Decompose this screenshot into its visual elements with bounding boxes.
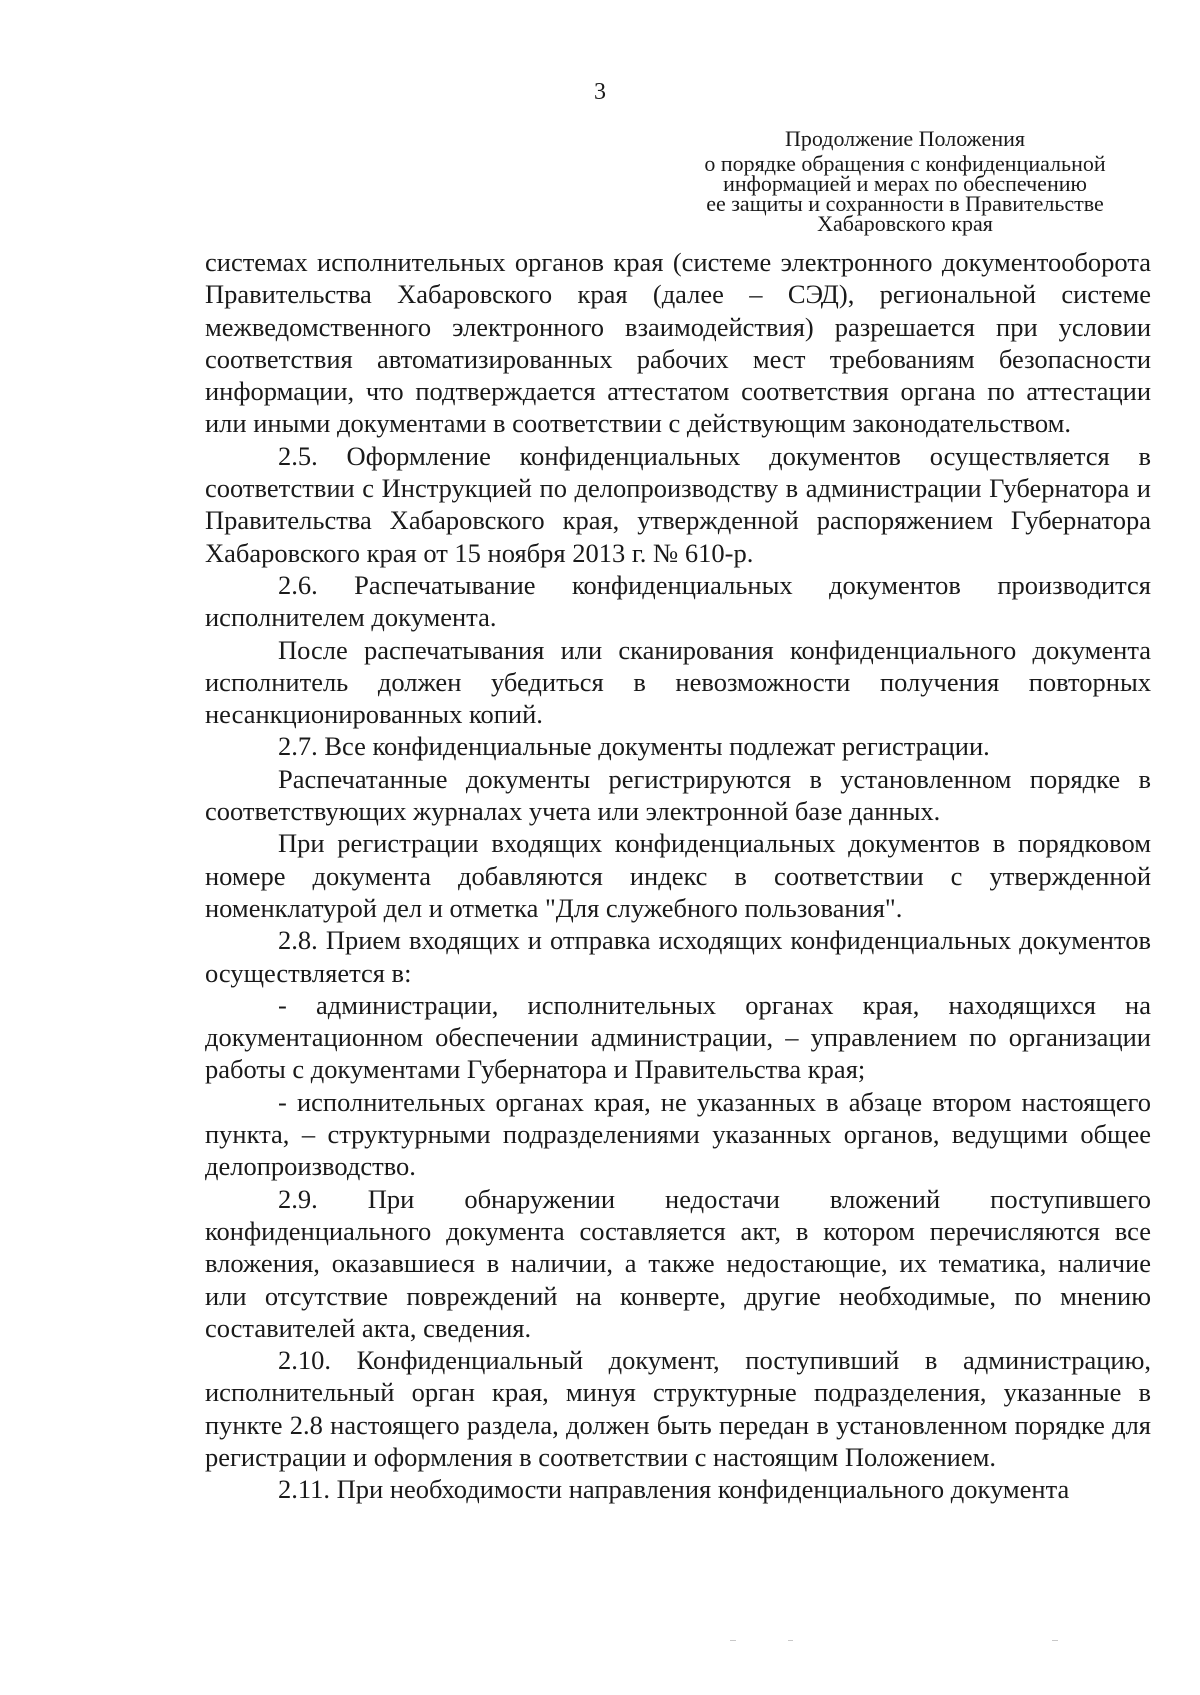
header-line: ее защиты и сохранности в Правительстве [706,191,1104,216]
header-line: Хабаровского края [817,211,993,236]
scan-artifact [730,1640,736,1641]
paragraph-2-10: 2.10. Конфиденциальный документ, поступивший в администрацию, исполнительный орган края, минуя структурные подразделения, указанные в пункте 2.8 настоящего раздела, должен быть передан в установленном порядке для регистрации и оформления в соответствии с настоящим Положением. [205,1345,1151,1472]
paragraph-2-7-incoming: При регистрации входящих конфиденциальных документов в порядковом номере документа добавляются индекс в соответствии с утвержденной номенклатурой дел и отметка "Для служебного пользования". [205,828,1151,923]
document-header [655,124,1155,234]
paragraph-2-7: 2.7. Все конфиденциальные документы подлежат регистрации. [278,731,990,762]
header-line: информацией и мерах по обеспечению [723,171,1087,196]
scan-artifact [1052,1640,1058,1641]
paragraph-2-9: 2.9. При обнаружении недостачи вложений поступившего конфиденциального документа составляется акт, в котором перечисляются все вложения, оказавшиеся в наличии, а также недостающие, их тематика, наличие или отсутствие повреждений на конверте, другие необходимые, по мнению составителей акта, сведения. [205,1183,1151,1343]
header-line: о порядке обращения с конфиденциальной [704,151,1106,176]
scan-artifact [788,1640,793,1641]
list-item-executive-bodies: - исполнительных органах края, не указанных в абзаце втором настоящего пункта, – структурными подразделениями указанных органов, ведущими общее делопроизводство. [205,1086,1151,1182]
page-number: 3 [594,79,606,105]
list-item-administration: - администрации, исполнительных органах края, находящихся на документационном обеспечении администрации, – управлением по организации работы с документами Губернатора и Правительства края; [205,989,1151,1085]
paragraph-continuation: системах исполнительных органов края (системе электронного документооборота Правительства Хабаровского края (далее – СЭД), региональной системе межведомственного электронного взаимодействия) разрешается при условии соответствия автоматизированных рабочих мест требованиям безопасности информации, что подтверждается аттестатом соответствия органа по аттестации или иными документами в соответствии с действующим законодательством. [205,247,1151,439]
document-body [205,246,1151,1506]
paragraph-2-5: 2.5. Оформление конфиденциальных документов осуществляется в соответствии с Инструкцией по делопроизводству в администрации Губернатора и Правительства Хабаровского края, утвержденной распоряжением Губернатора Хабаровского края от 15 ноября 2013 г. № 610-р. [205,440,1151,568]
paragraph-2-6-after-print: После распечатывания или сканирования конфиденциального документа исполнитель должен убедиться в невозможности получения повторных несанкционированных копий. [205,634,1151,730]
paragraph-2-7-registration: Распечатанные документы регистрируются в установленном порядке в соответствующих журналах учета или электронной базе данных. [205,763,1151,827]
paragraph-2-8: 2.8. Прием входящих и отправка исходящих конфиденциальных документов осуществляется в: [205,925,1151,988]
header-title: Продолжение Положения [785,126,1025,151]
paragraph-2-6: 2.6. Распечатывание конфиденциальных документов производится исполнителем документа. [205,569,1151,633]
paragraph-2-11: 2.11. При необходимости направления конфиденциального документа [278,1474,1070,1505]
